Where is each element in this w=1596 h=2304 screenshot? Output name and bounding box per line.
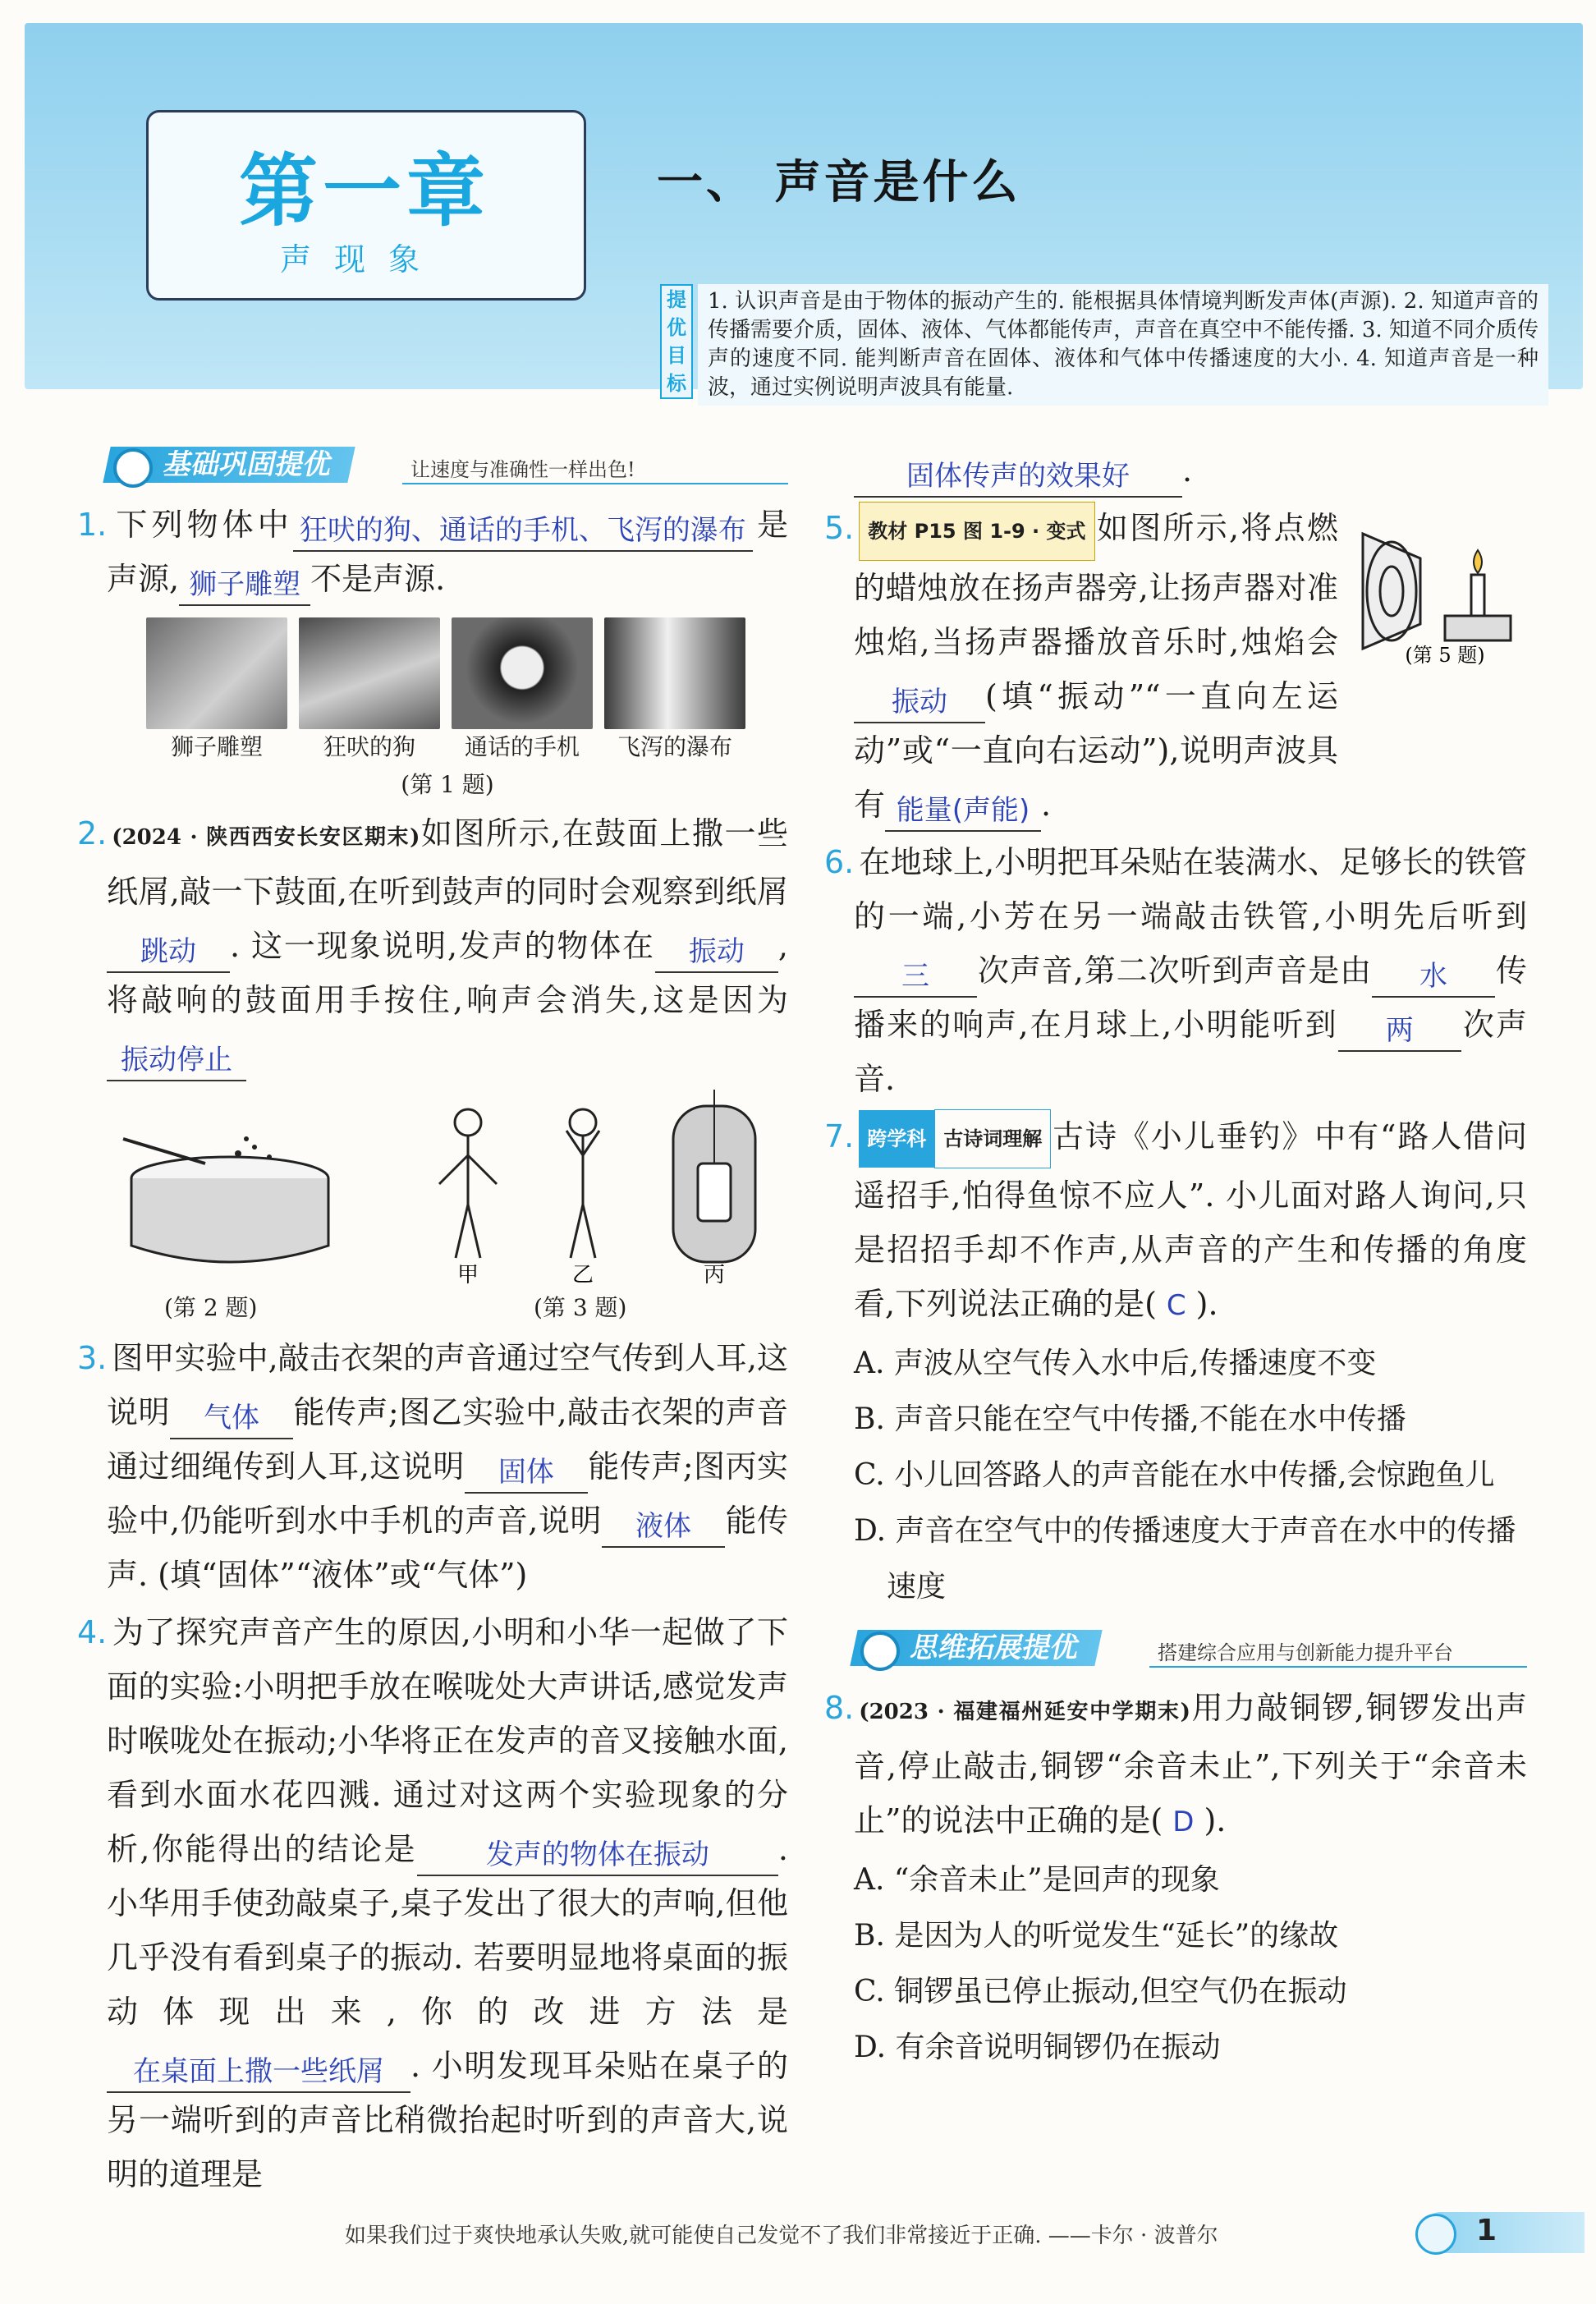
choice-answer: D xyxy=(1172,1806,1195,1838)
question-1 xyxy=(77,498,788,606)
answer-blank: 两 xyxy=(1338,1011,1461,1052)
footer-quote: 如果我们过于爽快地承认失败,就可能使自己发觉不了我们非常接近于正确. ——卡尔 · 波普尔 xyxy=(345,2224,1218,2248)
question-source: (2024 · 陕西西安长安区期末) xyxy=(112,825,420,850)
option-b: B. 是因为人的听觉发生“延长”的缘故 xyxy=(854,1919,1339,1953)
question-text: 次声音. xyxy=(854,1006,1527,1097)
label-yi: 乙 xyxy=(571,1263,594,1287)
question-text: . xyxy=(1041,786,1052,823)
question-text: . xyxy=(1182,452,1193,489)
textbook-tag: 教材 P15 图 1-9 · 变式 xyxy=(859,502,1094,561)
person-jia xyxy=(439,1109,497,1258)
question-text: 能传声;图乙实验中,敲击衣架的声音通过细绳传到人耳,这说明 xyxy=(107,1394,788,1485)
drum-figure xyxy=(123,1136,328,1262)
option-a: A. “余音未止”是回声的现象 xyxy=(854,1863,1220,1897)
question-7 xyxy=(824,1109,1527,1333)
question-text: 为了探究声音产生的原因,小明和小华一起做了下面的实验:小明把手放在喉咙处大声讲话,感觉发声时喉咙处在振动;小华将正在发声的音叉接触水面,看到水面水花四溅. 通过对这两个实验现象的分析,你能得出的结论是 xyxy=(107,1614,788,1867)
question-text: 不是声源. xyxy=(310,561,446,597)
banner-underline xyxy=(402,483,788,484)
section-title: 一、 声音是什么 xyxy=(657,156,1021,209)
question-text: 在地球上,小明把耳朵贴在装满水、足够长的铁管的一端,小芳在另一端敲击铁管,小明先后听到 xyxy=(854,843,1527,934)
question-number: 6. xyxy=(824,843,855,880)
question-text: 用力敲铜锣,铜锣发出声音,停止敲击,铜锣“余音未止”,下列关于“余音未止”的说法中正确的是( xyxy=(854,1690,1527,1838)
objectives-label: 提优目标 xyxy=(660,284,693,399)
section-banner-title: 基础巩固提优 xyxy=(103,447,355,483)
option-c: C. 小儿回答路人的声音能在水中传播,会惊跑鱼儿 xyxy=(854,1458,1495,1492)
section-banner-title: 思维拓展提优 xyxy=(850,1630,1102,1666)
choice-answer: C xyxy=(1166,1289,1186,1322)
jar-with-phone xyxy=(673,1090,755,1262)
question-6 xyxy=(824,835,1527,1106)
section-banner-advanced xyxy=(854,1627,1527,1669)
question-number: 2. xyxy=(77,815,108,851)
question-text: 次声音,第二次听到声音是由 xyxy=(977,952,1373,989)
figure-caption: (第 5 题) xyxy=(1405,644,1485,665)
question-text: 是声源, xyxy=(107,507,788,597)
chapter-subtitle: 声现象 xyxy=(280,241,443,278)
question-number: 7. xyxy=(824,1118,855,1154)
question-number: 4. xyxy=(77,1614,108,1650)
question-text: ). xyxy=(1195,1286,1218,1322)
objectives-text: 1. 认识声音是由于物体的振动产生的. 能根据具体情境判断发声体(声源). 2. 知道声音的传播需要介质，固体、液体、气体都能传声，声音在真空中不能传播. 3. 知道不同介质传声的速度不同. 能判断声音在固体、液体和气体中传播速度的大小. 4. 知道声音是一种波，通过实例说明声波具有能量. xyxy=(698,284,1548,406)
question-number: 1. xyxy=(77,507,108,543)
q2-q3-figures xyxy=(107,1090,788,1287)
target-icon xyxy=(113,448,153,488)
label-jia: 甲 xyxy=(456,1263,479,1287)
option-d: D. 有余音说明铜锣仍在振动 xyxy=(854,2031,1221,2064)
cross-subject-tag: 跨学科 xyxy=(859,1110,934,1168)
photo-label: 狂吠的狗 xyxy=(323,733,415,760)
q1-photos xyxy=(146,617,788,762)
left-column xyxy=(77,443,788,2205)
section-banner-basic xyxy=(107,443,788,486)
question-number: 5. xyxy=(824,510,855,546)
question-8 xyxy=(824,1681,1527,1849)
photo-barking-dog xyxy=(299,617,440,762)
question-number: 3. xyxy=(77,1340,108,1376)
photo-label: 通话的手机 xyxy=(464,733,580,760)
answer-blank: 固体 xyxy=(465,1453,588,1494)
atom-icon xyxy=(860,1632,900,1671)
question-text: 如图所示,在鼓面上撒一些纸屑,敲一下鼓面,在听到鼓声的同时会观察到纸屑 xyxy=(107,815,788,910)
figure-caption: (第 3 题) xyxy=(534,1294,627,1321)
question-text: (填“振动”“一直向左运动”或“一直向右运动”),说明声波具有 xyxy=(854,677,1338,823)
option-d: D. 声音在空气中的传播速度大于声音在水中的传播速度 xyxy=(854,1514,1516,1604)
question-source: (2023 · 福建福州延安中学期末) xyxy=(859,1700,1190,1724)
option-c: C. 铜锣虽已停止振动,但空气仍在振动 xyxy=(854,1975,1347,2008)
chapter-box xyxy=(146,110,586,301)
question-text: 图甲实验中,敲击衣架的声音通过空气传到人耳,这说明 xyxy=(107,1340,788,1430)
option-b: B. 声音只能在空气中传播,不能在水中传播 xyxy=(854,1402,1406,1436)
page-number: 1 xyxy=(1476,2214,1497,2247)
answer-blank: 水 xyxy=(1372,957,1495,998)
question-text: 下列物体中 xyxy=(112,507,293,543)
speaker-candle-figure xyxy=(1346,501,1527,665)
answer-blank: 液体 xyxy=(602,1507,725,1548)
question-text: 如图所示,将点燃的蜡烛放在扬声器旁,让扬声器对准烛焰,当扬声器播放音乐时,烛焰会 xyxy=(854,510,1338,660)
answer-blank: 振动停止 xyxy=(107,1040,246,1081)
answer-blank: 狮子雕塑 xyxy=(179,565,310,606)
photo-lion-statue xyxy=(146,617,287,762)
question-text: ,将敲响的鼓面用手按住,响声会消失,这是因为 xyxy=(107,928,788,1018)
question-text: ). xyxy=(1204,1802,1227,1838)
option-a: A. 声波从空气传入水中后,传播速度不变 xyxy=(854,1347,1377,1380)
question-text: 传播来的响声,在月球上,小明能听到 xyxy=(854,952,1527,1043)
section-banner-slogan: 搭建综合应用与创新能力提升平台 xyxy=(1158,1641,1453,1664)
figure-caption: (第 1 题) xyxy=(401,771,494,798)
figure-caption: (第 2 题) xyxy=(164,1294,258,1321)
question-text: . 小华用手使劲敲桌子,桌子发出了很大的声响,但他几乎没有看到桌子的振动. 若要明显地将桌面的振动体现出来,你的改进方法是 xyxy=(107,1831,788,2030)
photo-phone xyxy=(452,617,593,762)
answer-blank: 狂吠的狗、通话的手机、飞泻的瀑布 xyxy=(293,511,753,552)
question-text: 能传声. (填“固体”“液体”或“气体”) xyxy=(107,1503,788,1593)
answer-blank: 在桌面上撒一些纸屑 xyxy=(107,2052,410,2093)
answer-blank: 跳动 xyxy=(107,932,230,973)
question-text: 能传声;图丙实验中,仍能听到水中手机的声音,说明 xyxy=(107,1448,788,1539)
spiral-icon xyxy=(1415,2214,1456,2255)
question-4-continued xyxy=(854,443,1527,498)
page-footer xyxy=(0,2204,1596,2261)
question-5 xyxy=(824,501,1527,832)
person-yi xyxy=(566,1109,599,1258)
answer-blank: 固体传声的效果好 xyxy=(854,457,1182,498)
chapter-header xyxy=(25,23,1583,400)
question-2 xyxy=(77,806,788,1081)
label-bing: 丙 xyxy=(703,1263,726,1287)
section-banner-slogan: 让速度与准确性一样出色! xyxy=(410,458,635,481)
answer-blank: 振动 xyxy=(854,682,985,723)
answer-blank: 能量(声能) xyxy=(885,791,1041,832)
question-text: . 这一现象说明,发声的物体在 xyxy=(230,928,655,964)
answer-blank: 三 xyxy=(854,957,977,998)
question-text: . 小明发现耳朵贴在桌子的另一端听到的声音比稍微抬起时听到的声音大,说明的道理是 xyxy=(107,2048,788,2192)
answer-blank: 发声的物体在振动 xyxy=(417,1835,778,1876)
question-4 xyxy=(77,1605,788,2201)
photo-label: 狮子雕塑 xyxy=(170,733,263,760)
photo-label: 飞泻的瀑布 xyxy=(617,733,732,760)
figures-drum-and-experiments xyxy=(107,1090,788,1287)
answer-blank: 气体 xyxy=(170,1398,293,1439)
question-3 xyxy=(77,1331,788,1602)
banner-underline xyxy=(1149,1666,1527,1668)
question-number: 8. xyxy=(824,1690,855,1726)
question-text: 古诗《小儿垂钓》中有“路人借问遥招手,怕得鱼惊不应人”. 小儿面对路人询问,只是招招手却不作声,从声音的产生和传播的角度看,下列说法正确的是( xyxy=(854,1118,1527,1322)
poetry-tag: 古诗词理解 xyxy=(934,1109,1051,1168)
photo-waterfall xyxy=(604,617,745,762)
right-column xyxy=(824,443,1527,2076)
chapter-title: 第一章 xyxy=(239,145,490,237)
answer-blank: 振动 xyxy=(655,932,778,973)
fig-captions-row xyxy=(107,1290,788,1323)
